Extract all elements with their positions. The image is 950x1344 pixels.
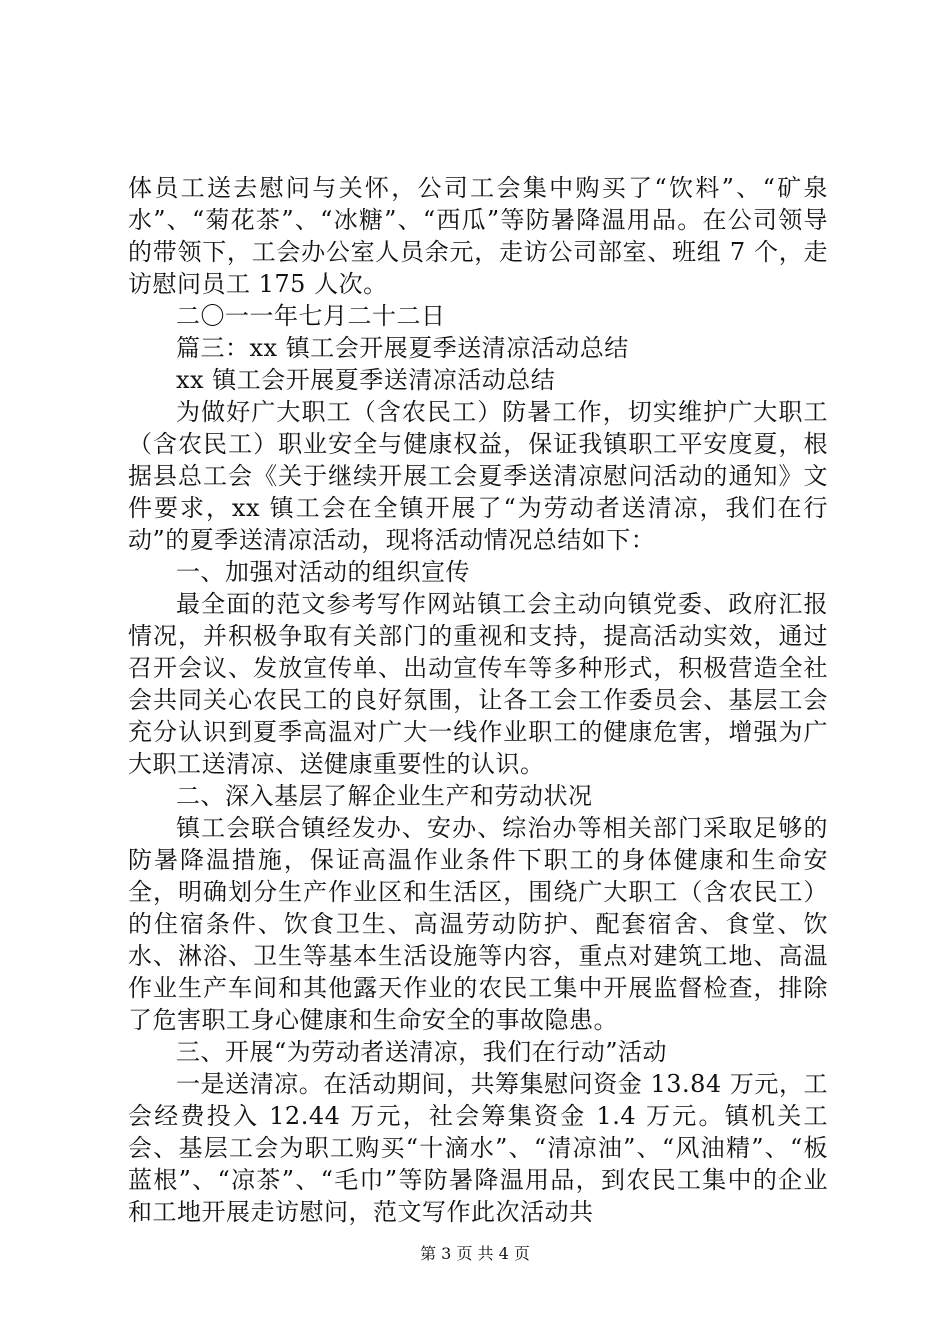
document-title: xx 镇工会开展夏季送清凉活动总结 <box>176 366 556 394</box>
heading-one: 一、加强对活动的组织宣传 <box>176 558 470 586</box>
paragraph-one: 最全面的范文参考写作网站镇工会主动向镇党委、政府汇报情况，并积极争取有关部门的重视和支持，提高活动实效，通过召开会议、发放宣传单、出动宣传车等多种形式，积极营造全社会共同关心农民工的良好氛围，让各工会工作委员会、基层工会充分认识到夏季高温对广大一线作业职工的健康危害，增强为广大职工送清凉、送健康重要性的认识。 <box>128 590 828 778</box>
paragraph-three: 一是送清凉。在活动期间，共筹集慰问资金 13.84 万元，工会经费投入 12.44 万元，社会筹集资金 1.4 万元。镇机关工会、基层工会为职工购买“十滴水”、“清凉油”、“风油精”、“板蓝根”、“凉茶”、“毛巾”等防暑降温用品，到农民工集中的企业和工地开展走访慰问，范文写作此次活动共 <box>128 1070 828 1226</box>
page-number-footer: 第 3 页 共 4 页 <box>420 1244 530 1263</box>
paragraph-two: 镇工会联合镇经发办、安办、综治办等相关部门采取足够的防暑降温措施，保证高温作业条件下职工的身体健康和生命安全，明确划分生产作业区和生活区，围绕广大职工（含农民工）的住宿条件、饮食卫生、高温劳动防护、配套宿舍、食堂、饮水、淋浴、卫生等基本生活设施等内容，重点对建筑工地、高温作业生产车间和其他露天作业的农民工集中开展监督检查，排除了危害职工身心健康和生命安全的事故隐患。 <box>128 814 828 1034</box>
document-body <box>128 172 828 1228</box>
heading-three: 三、开展“为劳动者送清凉，我们在行动”活动 <box>176 1038 668 1066</box>
paragraph-continuation: 体员工送去慰问与关怀，公司工会集中购买了“饮料”、“矿泉水”、“菊花茶”、“冰糖”、“西瓜”等防暑降温用品。在公司领导的带领下，工会办公室人员余元，走访公司部室、班组 7 个，走访慰问员工 175 人次。 <box>128 174 828 298</box>
intro-paragraph: 为做好广大职工（含农民工）防暑工作，切实维护广大职工（含农民工）职业安全与健康权益，保证我镇职工平安度夏，根据县总工会《关于继续开展工会夏季送清凉慰问活动的通知》文件要求，xx 镇工会在全镇开展了“为劳动者送清凉，我们在行动”的夏季送清凉活动，现将活动情况总结如下： <box>128 398 828 554</box>
section-title: 篇三：xx 镇工会开展夏季送清凉活动总结 <box>176 334 629 362</box>
date-line: 二〇一一年七月二十二日 <box>176 302 446 330</box>
heading-two: 二、深入基层了解企业生产和劳动状况 <box>176 782 593 810</box>
